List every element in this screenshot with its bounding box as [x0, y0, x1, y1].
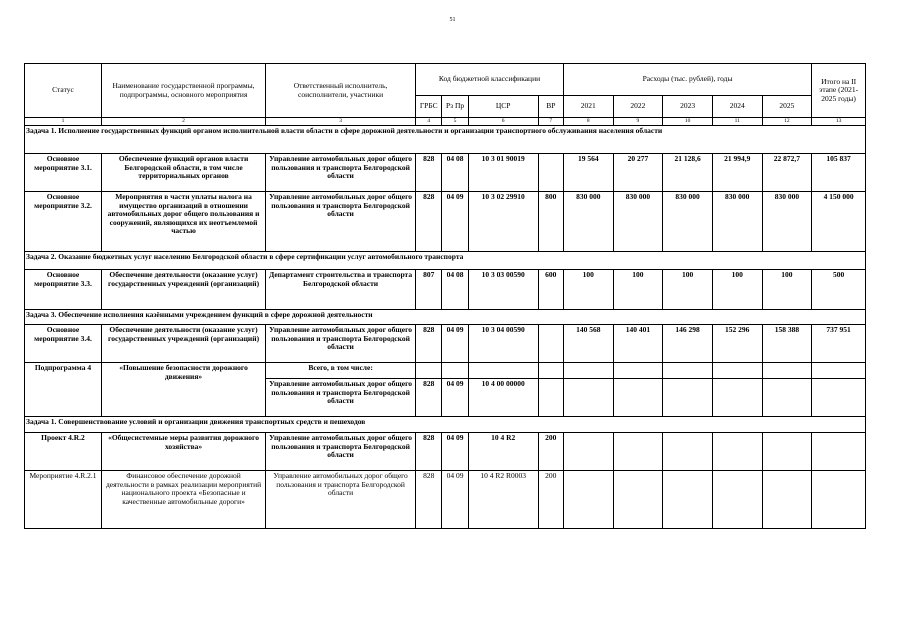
- header-year: 2021: [563, 96, 613, 118]
- name-cell: Обеспечение деятельности (оказание услуг) государственных учреждений (организаций): [101, 270, 265, 310]
- status-cell: Проект 4.R.2: [25, 433, 102, 471]
- value-2024: [712, 363, 762, 379]
- status-cell: Основное мероприятие 3.1.: [25, 154, 102, 192]
- vr-cell: [538, 363, 563, 379]
- csr-cell: 10 3 03 00590: [468, 270, 538, 310]
- column-number: 9: [613, 118, 663, 126]
- task-1-title: Задача 1. Исполнение государственных функций органом исполнительной власти области в сфере дорожной деятельности и организации транспортного обслуживания населения области: [25, 126, 866, 154]
- executor-cell: Управление автомобильных дорог общего пользования и транспорта Белгородской области: [266, 192, 416, 252]
- value-2023: 21 128,6: [663, 154, 713, 192]
- column-number: 2: [101, 118, 265, 126]
- executor-cell: Управление автомобильных дорог общего пользования и транспорта Белгородской области: [266, 471, 416, 529]
- rzpr-cell: 04 09: [442, 325, 468, 363]
- column-number: 3: [266, 118, 416, 126]
- header-total: Итого на II этапе (2021-2025 годы): [812, 64, 866, 118]
- value-2022: [613, 379, 663, 417]
- header-year: 2023: [663, 96, 713, 118]
- value-2021: 140 568: [563, 325, 613, 363]
- name-cell: Мероприятия в части уплаты налога на имущество организаций в отношении автомобильных дорог общего пользования и сооружений, являющихся их неотъемлемой частью: [101, 192, 265, 252]
- value-2021: 100: [563, 270, 613, 310]
- grbs-cell: [416, 363, 442, 379]
- executor-cell: Управление автомобильных дорог общего пользования и транспорта Белгородской области: [266, 325, 416, 363]
- name-cell: Финансовое обеспечение дорожной деятельности в рамках реализации мероприятий национального проекта «Безопасные и качественные автомобильные дороги»: [101, 471, 265, 529]
- task-row: [25, 310, 866, 325]
- value-2024: 100: [712, 270, 762, 310]
- csr-cell: 10 3 01 90019: [468, 154, 538, 192]
- value-2023: [663, 471, 713, 529]
- column-number: 7: [538, 118, 563, 126]
- total-cell: 500: [812, 270, 866, 310]
- value-2021: [563, 433, 613, 471]
- column-number: 1: [25, 118, 102, 126]
- rzpr-cell: 04 09: [442, 379, 468, 417]
- task-row: [25, 417, 866, 433]
- header-grbs: ГРБС: [416, 96, 442, 118]
- csr-cell: 10 4 00 00000: [468, 379, 538, 417]
- grbs-cell: 828: [416, 471, 442, 529]
- table-row: [25, 192, 866, 252]
- value-2025: 100: [762, 270, 812, 310]
- value-2021: [563, 363, 613, 379]
- status-cell: Основное мероприятие 3.3.: [25, 270, 102, 310]
- header-name: Наименование государственной программы, подпрограммы, основного мероприятия: [101, 64, 265, 118]
- column-number: 13: [812, 118, 866, 126]
- csr-cell: 10 4 R2 R0003: [468, 471, 538, 529]
- name-cell: «Общесистемные меры развития дорожного хозяйства»: [101, 433, 265, 471]
- status-cell: Основное мероприятие 3.2.: [25, 192, 102, 252]
- name-cell: Обеспечение деятельности (оказание услуг) государственных учреждений (организаций): [101, 325, 265, 363]
- vr-cell: 200: [538, 433, 563, 471]
- total-cell: [812, 363, 866, 379]
- value-2024: 152 296: [712, 325, 762, 363]
- column-number: 11: [712, 118, 762, 126]
- column-number: 8: [563, 118, 613, 126]
- column-number: 12: [762, 118, 812, 126]
- vr-cell: [538, 325, 563, 363]
- value-2021: 830 000: [563, 192, 613, 252]
- rzpr-cell: 04 09: [442, 192, 468, 252]
- status-cell: Основное мероприятие 3.4.: [25, 325, 102, 363]
- rzpr-cell: 04 09: [442, 471, 468, 529]
- value-2021: [563, 471, 613, 529]
- value-2022: [613, 363, 663, 379]
- vr-cell: 800: [538, 192, 563, 252]
- vr-cell: [538, 154, 563, 192]
- task-2-title: Задача 2. Оказание бюджетных услуг населению Белгородской области в сфере сертификации услуг автомобильного транспорта: [25, 252, 866, 270]
- header-rzpr: Рз Пр: [442, 96, 468, 118]
- table-row: [25, 270, 866, 310]
- value-2022: 20 277: [613, 154, 663, 192]
- column-number: 6: [468, 118, 538, 126]
- total-cell: 4 150 000: [812, 192, 866, 252]
- total-cell: [812, 471, 866, 529]
- column-number: 4: [416, 118, 442, 126]
- grbs-cell: 828: [416, 379, 442, 417]
- value-2021: [563, 379, 613, 417]
- rzpr-cell: 04 08: [442, 270, 468, 310]
- executor-cell: Управление автомобильных дорог общего пользования и транспорта Белгородской области: [266, 379, 416, 417]
- value-2024: 21 994,9: [712, 154, 762, 192]
- value-2023: 146 298: [663, 325, 713, 363]
- table-row: [25, 433, 866, 471]
- value-2025: 158 388: [762, 325, 812, 363]
- value-2025: [762, 471, 812, 529]
- grbs-cell: 828: [416, 154, 442, 192]
- total-label-cell: Всего, в том числе:: [266, 363, 416, 379]
- table-row: [25, 363, 866, 379]
- total-cell: 737 951: [812, 325, 866, 363]
- value-2022: 140 401: [613, 325, 663, 363]
- grbs-cell: 807: [416, 270, 442, 310]
- rzpr-cell: [442, 363, 468, 379]
- value-2025: [762, 433, 812, 471]
- rzpr-cell: 04 08: [442, 154, 468, 192]
- executor-cell: Управление автомобильных дорог общего пользования и транспорта Белгородской области: [266, 433, 416, 471]
- header-code-group: Код бюджетной классификации: [416, 64, 564, 96]
- task-1b-title: Задача 1. Совершенствование условий и организации движения транспортных средств и пешеходов: [25, 417, 866, 433]
- task-row: [25, 252, 866, 270]
- status-cell: Мероприятие 4.R.2.1: [25, 471, 102, 529]
- csr-cell: 10 3 04 00590: [468, 325, 538, 363]
- task-row: [25, 126, 866, 154]
- value-2024: [712, 433, 762, 471]
- executor-cell: Департамент строительства и транспорта Белгородской области: [266, 270, 416, 310]
- table-row: [25, 471, 866, 529]
- header-year: 2024: [712, 96, 762, 118]
- value-2024: [712, 379, 762, 417]
- value-2025: [762, 379, 812, 417]
- value-2022: [613, 433, 663, 471]
- value-2023: [663, 433, 713, 471]
- grbs-cell: 828: [416, 433, 442, 471]
- grbs-cell: 828: [416, 325, 442, 363]
- table-row: [25, 325, 866, 363]
- value-2023: 830 000: [663, 192, 713, 252]
- csr-cell: [468, 363, 538, 379]
- column-number: 10: [663, 118, 713, 126]
- value-2022: [613, 471, 663, 529]
- vr-cell: [538, 379, 563, 417]
- header-vr: ВР: [538, 96, 563, 118]
- executor-cell: Управление автомобильных дорог общего пользования и транспорта Белгородской области: [266, 154, 416, 192]
- csr-cell: 10 4 R2: [468, 433, 538, 471]
- value-2022: 100: [613, 270, 663, 310]
- header-csr: ЦСР: [468, 96, 538, 118]
- page-number: 51: [449, 17, 456, 23]
- name-cell: Обеспечение функций органов власти Белгородской области, в том числе территориальных органов: [101, 154, 265, 192]
- column-number-row: [25, 118, 866, 126]
- header-status: Статус: [25, 64, 102, 118]
- value-2023: [663, 379, 713, 417]
- budget-table: [24, 63, 866, 529]
- value-2023: [663, 363, 713, 379]
- column-number: 5: [442, 118, 468, 126]
- vr-cell: 200: [538, 471, 563, 529]
- header-executor: Ответственный исполнитель, соисполнители, участники: [266, 64, 416, 118]
- header-year: 2025: [762, 96, 812, 118]
- table-row: [25, 154, 866, 192]
- status-cell: Подпрограмма 4: [25, 363, 102, 417]
- header-year: 2022: [613, 96, 663, 118]
- task-3-title: Задача 3. Обеспечение исполнения казёнными учреждением функций в сфере дорожной деятельности: [25, 310, 866, 325]
- value-2025: 830 000: [762, 192, 812, 252]
- total-cell: [812, 433, 866, 471]
- header-row: [25, 64, 866, 96]
- name-cell: «Повышение безопасности дорожного движения»: [101, 363, 265, 417]
- grbs-cell: 828: [416, 192, 442, 252]
- header-expenses-group: Расходы (тыс. рублей), годы: [563, 64, 811, 96]
- value-2022: 830 000: [613, 192, 663, 252]
- rzpr-cell: 04 09: [442, 433, 468, 471]
- value-2021: 19 564: [563, 154, 613, 192]
- total-cell: 105 837: [812, 154, 866, 192]
- value-2025: 22 872,7: [762, 154, 812, 192]
- value-2024: [712, 471, 762, 529]
- total-cell: [812, 379, 866, 417]
- csr-cell: 10 3 02 29910: [468, 192, 538, 252]
- value-2023: 100: [663, 270, 713, 310]
- vr-cell: 600: [538, 270, 563, 310]
- value-2024: 830 000: [712, 192, 762, 252]
- value-2025: [762, 363, 812, 379]
